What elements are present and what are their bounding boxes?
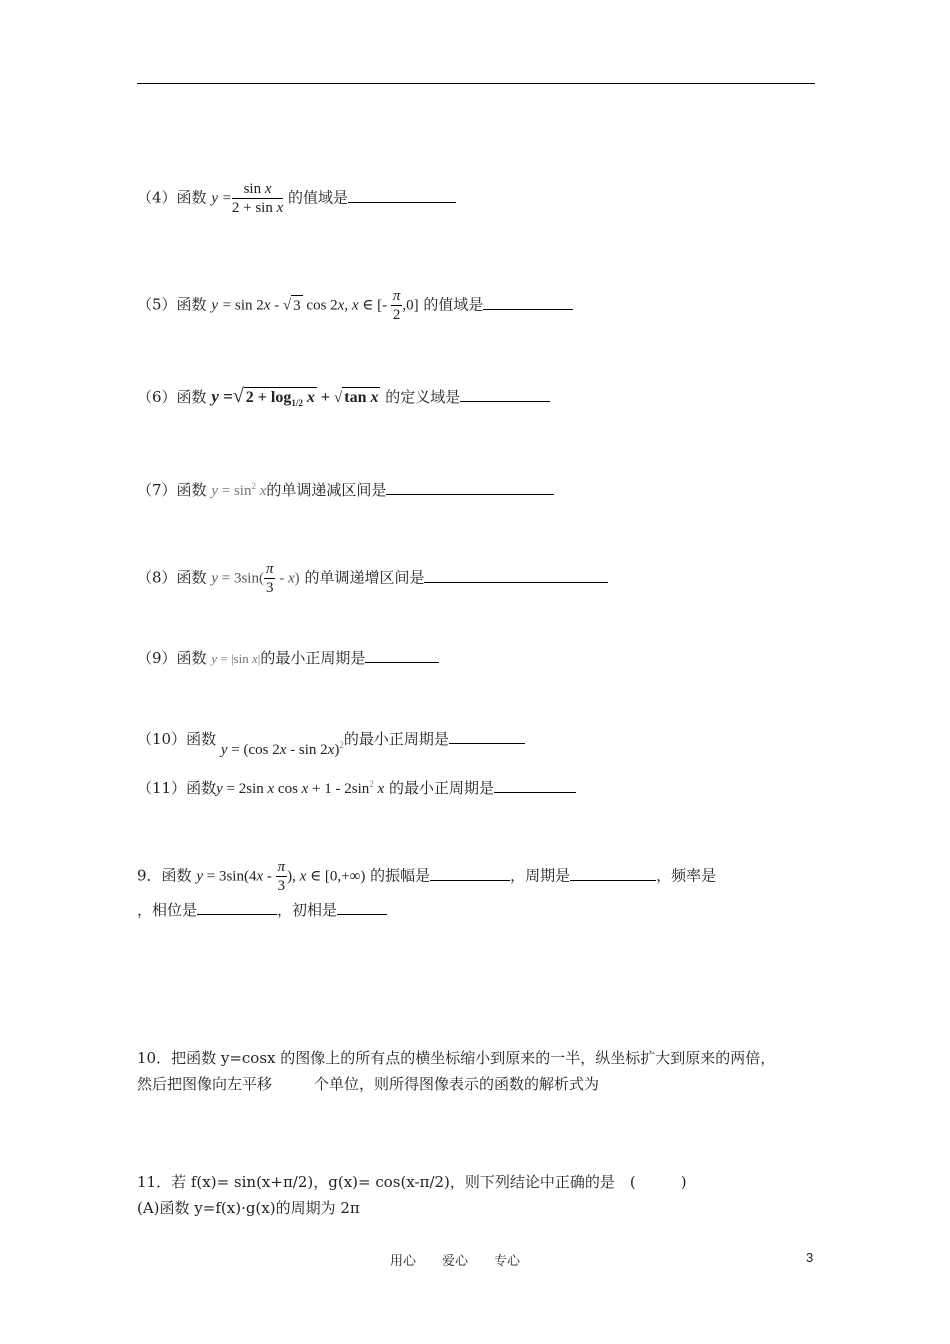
fraction: $\frac{\pi}{2}$ [392, 288, 401, 323]
answer-blank[interactable] [460, 387, 550, 402]
question-10-line1: 10．把函数 y=cosx 的图像上的所有点的横坐标缩小到原来的一半，纵坐标扩大到原来的两倍， [137, 1049, 776, 1067]
problem-11-suffix: 的最小正周期是 [389, 779, 495, 797]
problem-5-formula: y [211, 297, 218, 314]
problem-6-suffix: 的定义域是 [385, 388, 461, 406]
answer-blank[interactable] [386, 480, 554, 495]
answer-blank[interactable] [365, 648, 439, 663]
question-9-phase-label: ，相位是 [137, 901, 198, 919]
question-10-line2-a: 然后把图像向左平移 [137, 1075, 273, 1093]
problem-7-suffix: 的单调递减区间是 [266, 481, 387, 499]
problem-6: （6）函数 y =√ $2 + \log_{1/2} x$ + √ tan x 的定义域是 [137, 386, 550, 413]
problem-10-suffix: 的最小正周期是 [343, 730, 449, 748]
question-9-prefix: 9．函数 [137, 866, 192, 885]
problem-4-formula: y = [211, 190, 232, 207]
problem-11-label: （11）函数 [137, 779, 217, 797]
problem-5: （5）函数 y = sin 2x - √ 3 cos 2x, x ∈ [- $\frac{\pi}{2}$ ,0] 的值域是 [137, 287, 573, 324]
problem-4-label: （4）函数 [137, 188, 207, 207]
problem-9 [137, 648, 439, 669]
problem-8: （8）函数 y = 3sin( $\frac{\pi}{3}$ - x) 的单调递增区间是 [137, 560, 608, 597]
problem-6-label: （6）函数 [137, 388, 207, 406]
question-9-line1: 9．函数 y = 3sin(4x - $\frac{\pi}{3}$ ), x ∈ [0,+∞) 的振幅是 ，周期是 ，频率是 [137, 859, 717, 894]
answer-blank[interactable] [483, 295, 573, 310]
problem-7-label: （7）函数 [137, 481, 207, 499]
problem-7-formula: $y = \sin^2 x$ [211, 481, 267, 499]
problem-6-formula: y = [211, 387, 233, 406]
question-9-init-label: ，初相是 [277, 901, 338, 919]
problem-4-suffix: 的值域是 [288, 188, 349, 207]
problem-9-suffix: 的最小正周期是 [260, 649, 366, 667]
answer-blank[interactable] [348, 188, 456, 203]
problem-8-label: （8）函数 [137, 568, 207, 587]
question-9-line2 [137, 900, 387, 920]
fraction: $\frac{\pi}{3}$ [277, 859, 286, 894]
problem-11 [137, 774, 576, 799]
question-9-amp-label: 的振幅是 [370, 866, 431, 885]
problem-10-formula: y = (cos 2x - sin 2x)$^2$ [220, 740, 344, 758]
problem-10-label: （10）函数 [137, 730, 217, 748]
question-9-period-label: ，周期是 [510, 866, 571, 885]
problem-9-formula: y = |sin x| [211, 651, 261, 666]
answer-blank[interactable] [449, 729, 525, 744]
question-10-line2 [137, 1074, 599, 1094]
period-blank[interactable] [570, 866, 656, 881]
page-number: 3 [806, 1250, 814, 1265]
problem-8-formula: y = 3sin( [211, 570, 264, 587]
fraction: $\frac{\text{sin x}}{\text{2 + sin x}}$ [231, 181, 284, 216]
question-9-formula: y = 3sin(4x - [196, 868, 276, 885]
problem-10 [137, 725, 525, 758]
problem-5-suffix: 的值域是 [423, 295, 484, 314]
footer-text: 用心 爱心 专心 [390, 1254, 521, 1269]
question-9-freq-label: ，频率是 [656, 866, 717, 885]
header-rule [137, 83, 815, 84]
fraction: $\frac{\pi}{3}$ [265, 561, 274, 596]
problem-11-formula: y = 2sin x $\cos x + 1 - 2\sin^2$ x [216, 779, 385, 797]
problem-4 [137, 180, 456, 217]
answer-blank[interactable] [424, 568, 608, 583]
question-11-option-a: (A)函数 y=f(x)·g(x)的周期为 2π [137, 1199, 360, 1217]
answer-blank[interactable] [494, 778, 576, 793]
problem-5-label: （5）函数 [137, 295, 207, 314]
amplitude-blank[interactable] [430, 866, 510, 881]
initial-phase-blank[interactable] [337, 900, 387, 915]
question-10-line2-b: 个单位，则所得图像表示的函数的解析式为 [314, 1075, 600, 1093]
question-11-line1: 11．若 f(x)= sin(x+π/2)，g(x)= cos(x-π/2)，则下列结论中正确的是 ( ) [137, 1173, 687, 1191]
problem-7 [137, 476, 554, 501]
problem-9-label: （9）函数 [137, 649, 207, 667]
problem-8-suffix: 的单调递增区间是 [304, 568, 425, 587]
phase-blank[interactable] [197, 900, 277, 915]
